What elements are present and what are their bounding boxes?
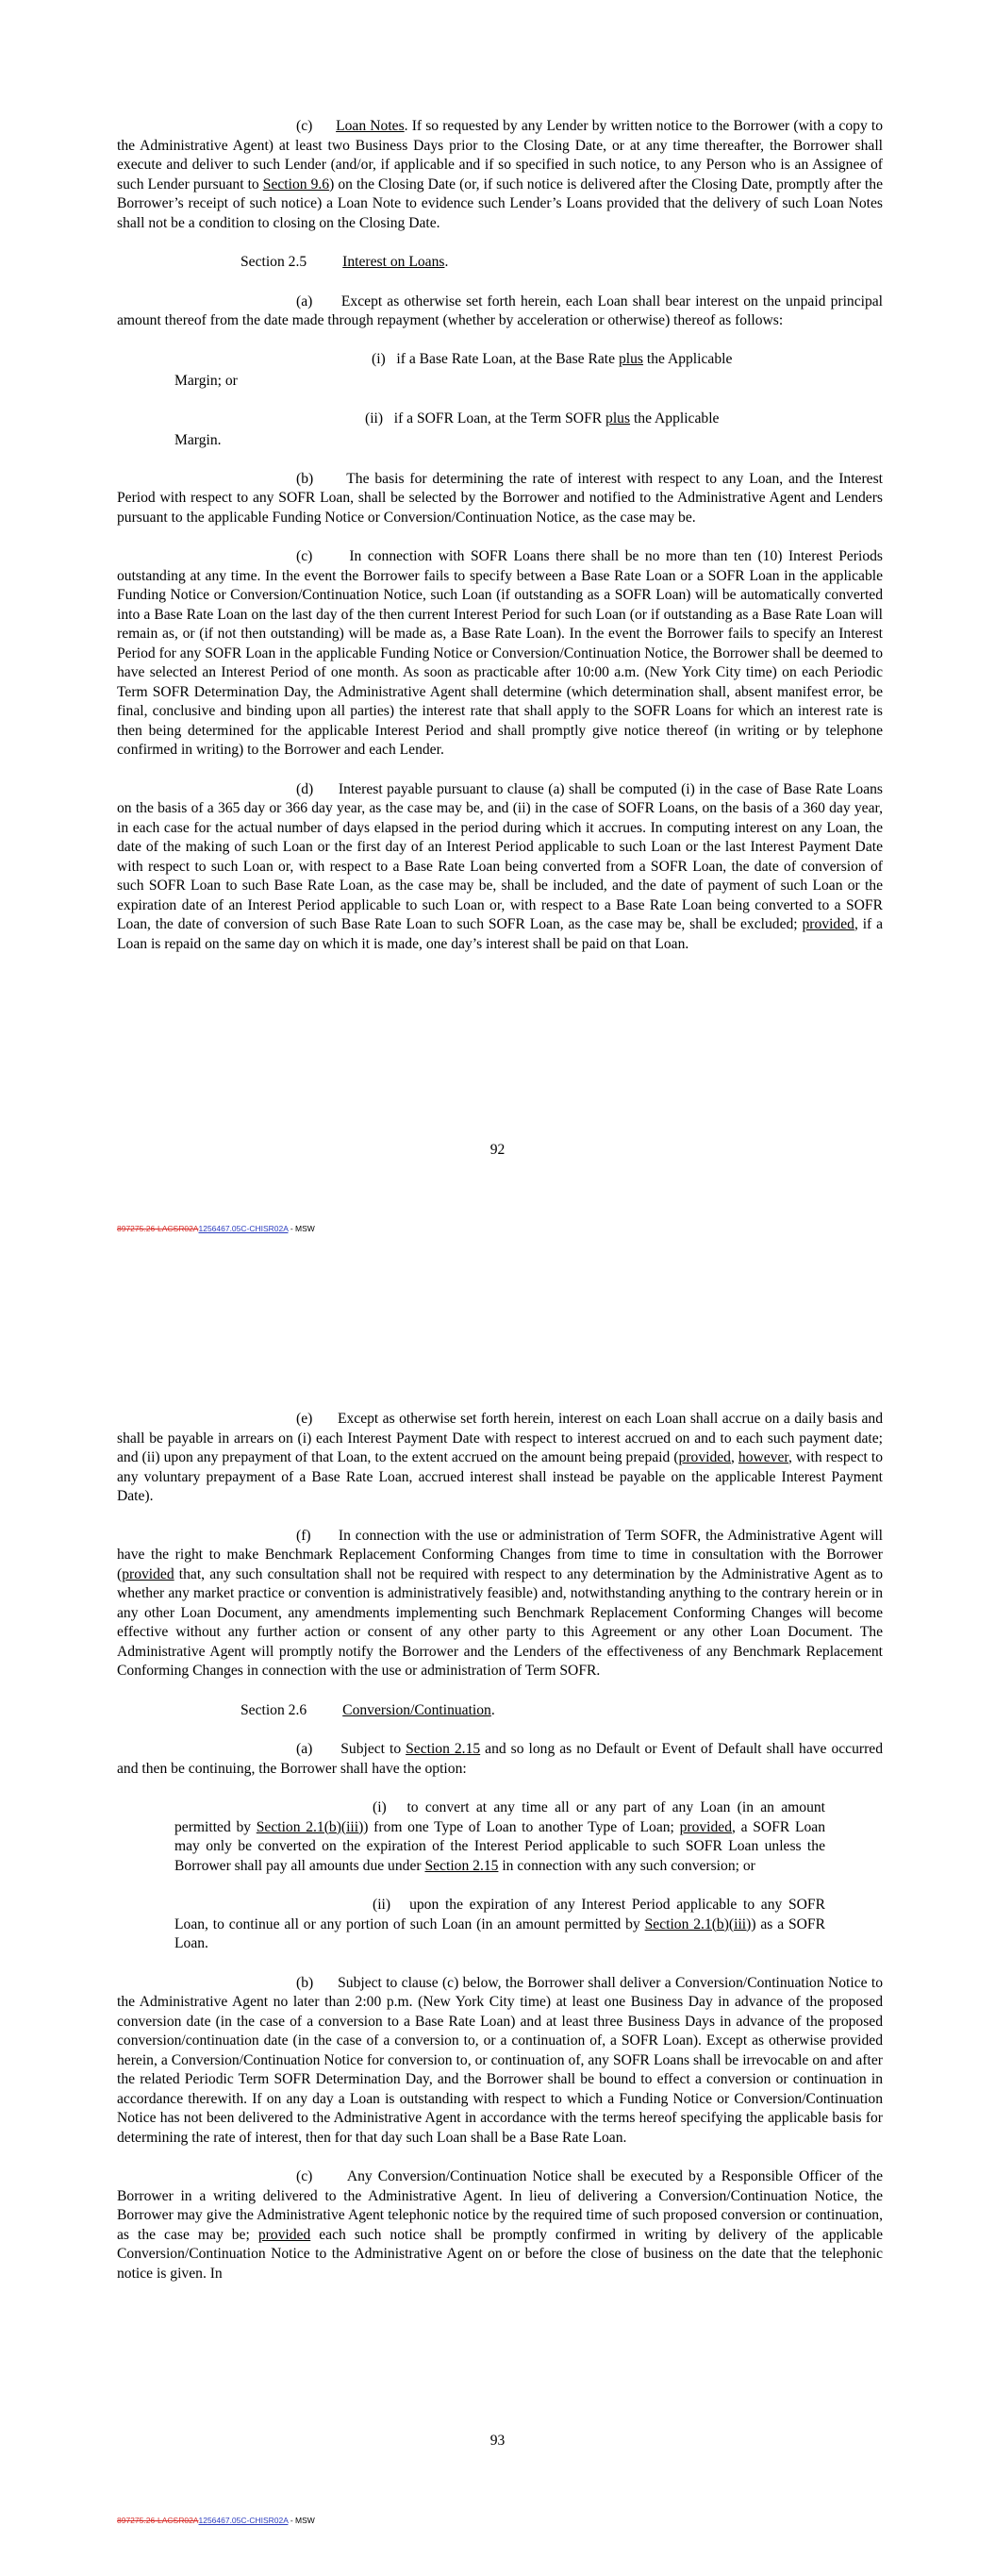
page-93-body <box>117 1410 883 2283</box>
footer-deleted-docid: 897275.26-LACSR02A <box>117 1224 199 1233</box>
section-2-6-heading: Section 2.6 Conversion/Continuation. <box>240 1701 495 1718</box>
section-2-5-heading: Section 2.5 Interest on Loans. <box>240 254 449 270</box>
section-reference[interactable]: Section 2.15 <box>424 1857 499 1874</box>
paragraph-2-5-c: (c) In connection with SOFR Loans there shall be no more than ten (10) Interest Periods outstanding at any time. In the event the Borrower fails to specify between a Base Rate Loan or a SOFR Loan in the applicable Funding Notice or Conversion/Continuation Notice, such Loan (if outstanding as a SOFR Loan) will be automatically converted into a Base Rate Loan on the last day of the then current Interest Period for such Loan (or if outstanding as a Base Rate Loan will remain as, or (if not then outstanding) will be made as, a Base Rate Loan). In the event the Borrower fails to specify an Interest Period for any SOFR Loan in the applicable Funding Notice or Conversion/Continuation Notice, the Borrower shall be deemed to have selected an Interest Period of one month. As soon as practicable after 10:00 a.m. (New York City time) on each Periodic Term SOFR Determination Day, the Administrative Agent shall determine (which determination shall, absent manifest error, be final, conclusive and binding upon all parties) the interest rate that shall apply to the SOFR Loans for which an interest rate is then being determined for the applicable Interest Period and shall promptly give notice thereof (in writing or by telephone confirmed in writing) to the Borrower and each Lender. <box>117 548 883 758</box>
footer-inserted-docid: 1256467.05C-CHISR02A <box>198 1224 289 1233</box>
paragraph-2-5-d: (d) Interest payable pursuant to clause (a) shall be computed (i) in the case of Base Rate Loans on the basis of a 365 day or 366 day year, as the case may be, and (ii) in the case of SOFR Loans, on the basis of a 360 day year, in each case for the actual number of days elapsed in the period during which it accrues. In computing interest on any Loan, the date of the making of such Loan or the first day of an Interest Period applicable to such Loan or the last Interest Payment Date with respect to such Loan or, with respect to a Base Rate Loan being converted from a SOFR Loan, the date of conversion of such SOFR Loan to such Base Rate Loan, as the case may be, shall be included, and the date of payment of such Loan or the expiration date of an Interest Period applicable to such Loan or, with respect to a Base Rate Loan being converted to a SOFR Loan, the date of conversion of such Base Rate Loan to such SOFR Loan, as the case may be, shall be excluded; provided, if a Loan is repaid on the same day on which it is made, one day’s interest shall be paid on that Loan. <box>117 780 883 952</box>
clause-2-6-a-i: (i) to convert at any time all or any part of any Loan (in an amount permitted by Section 2.1(b)(iii)) from one Type of Loan to another Type of Loan; provided, a SOFR Loan may only be converted on the expiration of the Interest Period applicable to such SOFR Loan unless the Borrower shall pay all amounts due under Section 2.15 in connection with any such conversion; or <box>174 1799 825 1874</box>
paragraph-2-5-a: (a) Except as otherwise set forth herein, each Loan shall bear interest on the unpaid principal amount thereof from the date made through repayment (whether by acceleration or otherwise) thereof as follows: <box>117 293 883 328</box>
section-reference[interactable]: Section 9.6 <box>262 176 330 192</box>
paragraph-loan-notes: (c) Loan Notes. If so requested by any Lender by written notice to the Borrower (with a copy to the Administrative Agent) at least two Business Days prior to the Closing Date, or at any time thereafter, the Borrower shall execute and deliver to such Lender (and/or, if applicable and if so specified in such notice, to any Person who is an Assignee of such Lender pursuant to Section 9.6) on the Closing Date (or, if such notice is delivered after the Closing Date, promptly after the Borrower’s receipt of such notice) a Loan Note to evidence such Lender’s Loans provided that the delivery of such Loan Notes shall not be a condition to closing on the Closing Date. <box>117 118 884 231</box>
footer-deleted-docid: 897275.26-LACSR02A <box>117 2516 199 2525</box>
page-footer: 897275.26-LACSR02A1256467.05C-CHISR02A - MSW <box>117 2516 315 2525</box>
paragraph-2-5-e: (e) Except as otherwise set forth herein, interest on each Loan shall accrue on a daily basis and shall be payable in arrears on (i) each Interest Payment Date with respect to interest accrued on and to each such payment date; and (ii) upon any prepayment of that Loan, to the extent accrued on the amount being prepaid (provided, however, with respect to any voluntary prepayment of a Base Rate Loan, accrued interest shall instead be payable on the applicable Interest Payment Date). <box>117 1411 883 1504</box>
paragraph-2-6-a: (a) Subject to Section 2.15 and so long as no Default or Event of Default shall have occurred and then be continuing, the Borrower shall have the option: <box>117 1741 883 1777</box>
clause-2-5-a-i: (i) if a Base Rate Loan, at the Base Rate plus the Applicable <box>372 350 733 367</box>
paragraph-2-5-f: (f) In connection with the use or administration of Term SOFR, the Administrative Agent will have the right to make Benchmark Replacement Conforming Changes from time to time in consultation with the Borrower (provided that, any such consultation shall not be required with respect to any determination by the Administrative Agent as to whether any market practice or convention is administratively feasible) and, notwithstanding anything to the contrary herein or in any other Loan Document, any amendments implementing such Benchmark Replacement Conforming Changes will become effective without any further action or consent of any other party to this Agreement or any other Loan Document. The Administrative Agent will promptly notify the Borrower and the Lenders of the effectiveness of any Benchmark Replacement Conforming Changes in connection with the use or administration of Term SOFR. <box>117 1527 883 1679</box>
page-number: 92 <box>489 1142 506 1158</box>
heading-loan-notes: Loan Notes <box>336 118 405 134</box>
page-number: 93 <box>489 2433 506 2449</box>
section-reference[interactable]: Section 2.1(b)(iii) <box>256 1818 364 1835</box>
page-footer: 897275.26-LACSR02A1256467.05C-CHISR02A - MSW <box>117 1224 315 1233</box>
page-92-body <box>117 117 883 954</box>
paragraph-2-5-b: (b) The basis for determining the rate of interest with respect to any Loan, and the Interest Period with respect to any SOFR Loan, shall be selected by the Borrower and notified to the Administrative Agent and Lenders pursuant to the applicable Funding Notice or Conversion/Continuation Notice, as the case may be. <box>117 470 883 526</box>
section-title: Conversion/Continuation <box>342 1701 491 1718</box>
footer-inserted-docid: 1256467.05C-CHISR02A <box>198 2516 289 2525</box>
section-reference[interactable]: Section 2.15 <box>406 1741 481 1757</box>
section-title: Interest on Loans <box>342 254 445 270</box>
clause-2-6-a-ii: (ii) upon the expiration of any Interest Period applicable to any SOFR Loan, to continue all or any portion of such Loan (in an amount permitted by Section 2.1(b)(iii)) as a SOFR Loan. <box>174 1897 826 1951</box>
paragraph-2-6-b: (b) Subject to clause (c) below, the Borrower shall deliver a Conversion/Continuation Notice to the Administrative Agent no later than 2:00 p.m. (New York City time) at least one Business Day in advance of the proposed conversion date (in the case of a conversion to a Base Rate Loan) and at least three Business Days in advance of the proposed conversion/continuation date (in the case of a conversion to, or a continuation of, a SOFR Loan). Except as otherwise provided herein, a Conversion/Continuation Notice for conversion to, or continuation of, any SOFR Loans shall be irrevocable on and after the related Periodic Term SOFR Determination Day, and the Borrower shall be bound to effect a conversion or continuation in accordance therewith. If on any day a Loan is outstanding with respect to which a Funding Notice or Conversion/Continuation Notice has not been delivered to the Administrative Agent in accordance with the terms hereof specifying the applicable basis for determining the rate of interest, then for that day such Loan shall be a Base Rate Loan. <box>117 1974 883 2146</box>
paragraph-2-6-c: (c) Any Conversion/Continuation Notice shall be executed by a Responsible Officer of the Borrower in a writing delivered to the Administrative Agent. In lieu of delivering a Conversion/Continuation Notice, the Borrower may give the Administrative Agent telephonic notice by the required time of such proposed conversion or continuation, as the case may be; provided each such notice shall be promptly confirmed in writing by delivery of the applicable Conversion/Continuation Notice to the Administrative Agent on or before the close of business on the date that the telephonic notice is given. In <box>117 2168 883 2282</box>
clause-2-5-a-ii-cont: Margin. <box>174 432 222 448</box>
clause-2-5-a-ii: (ii) if a SOFR Loan, at the Term SOFR plus the Applicable <box>365 410 720 427</box>
clause-2-5-a-i-cont: Margin; or <box>174 373 238 389</box>
section-reference[interactable]: Section 2.1(b)(iii) <box>644 1915 752 1932</box>
